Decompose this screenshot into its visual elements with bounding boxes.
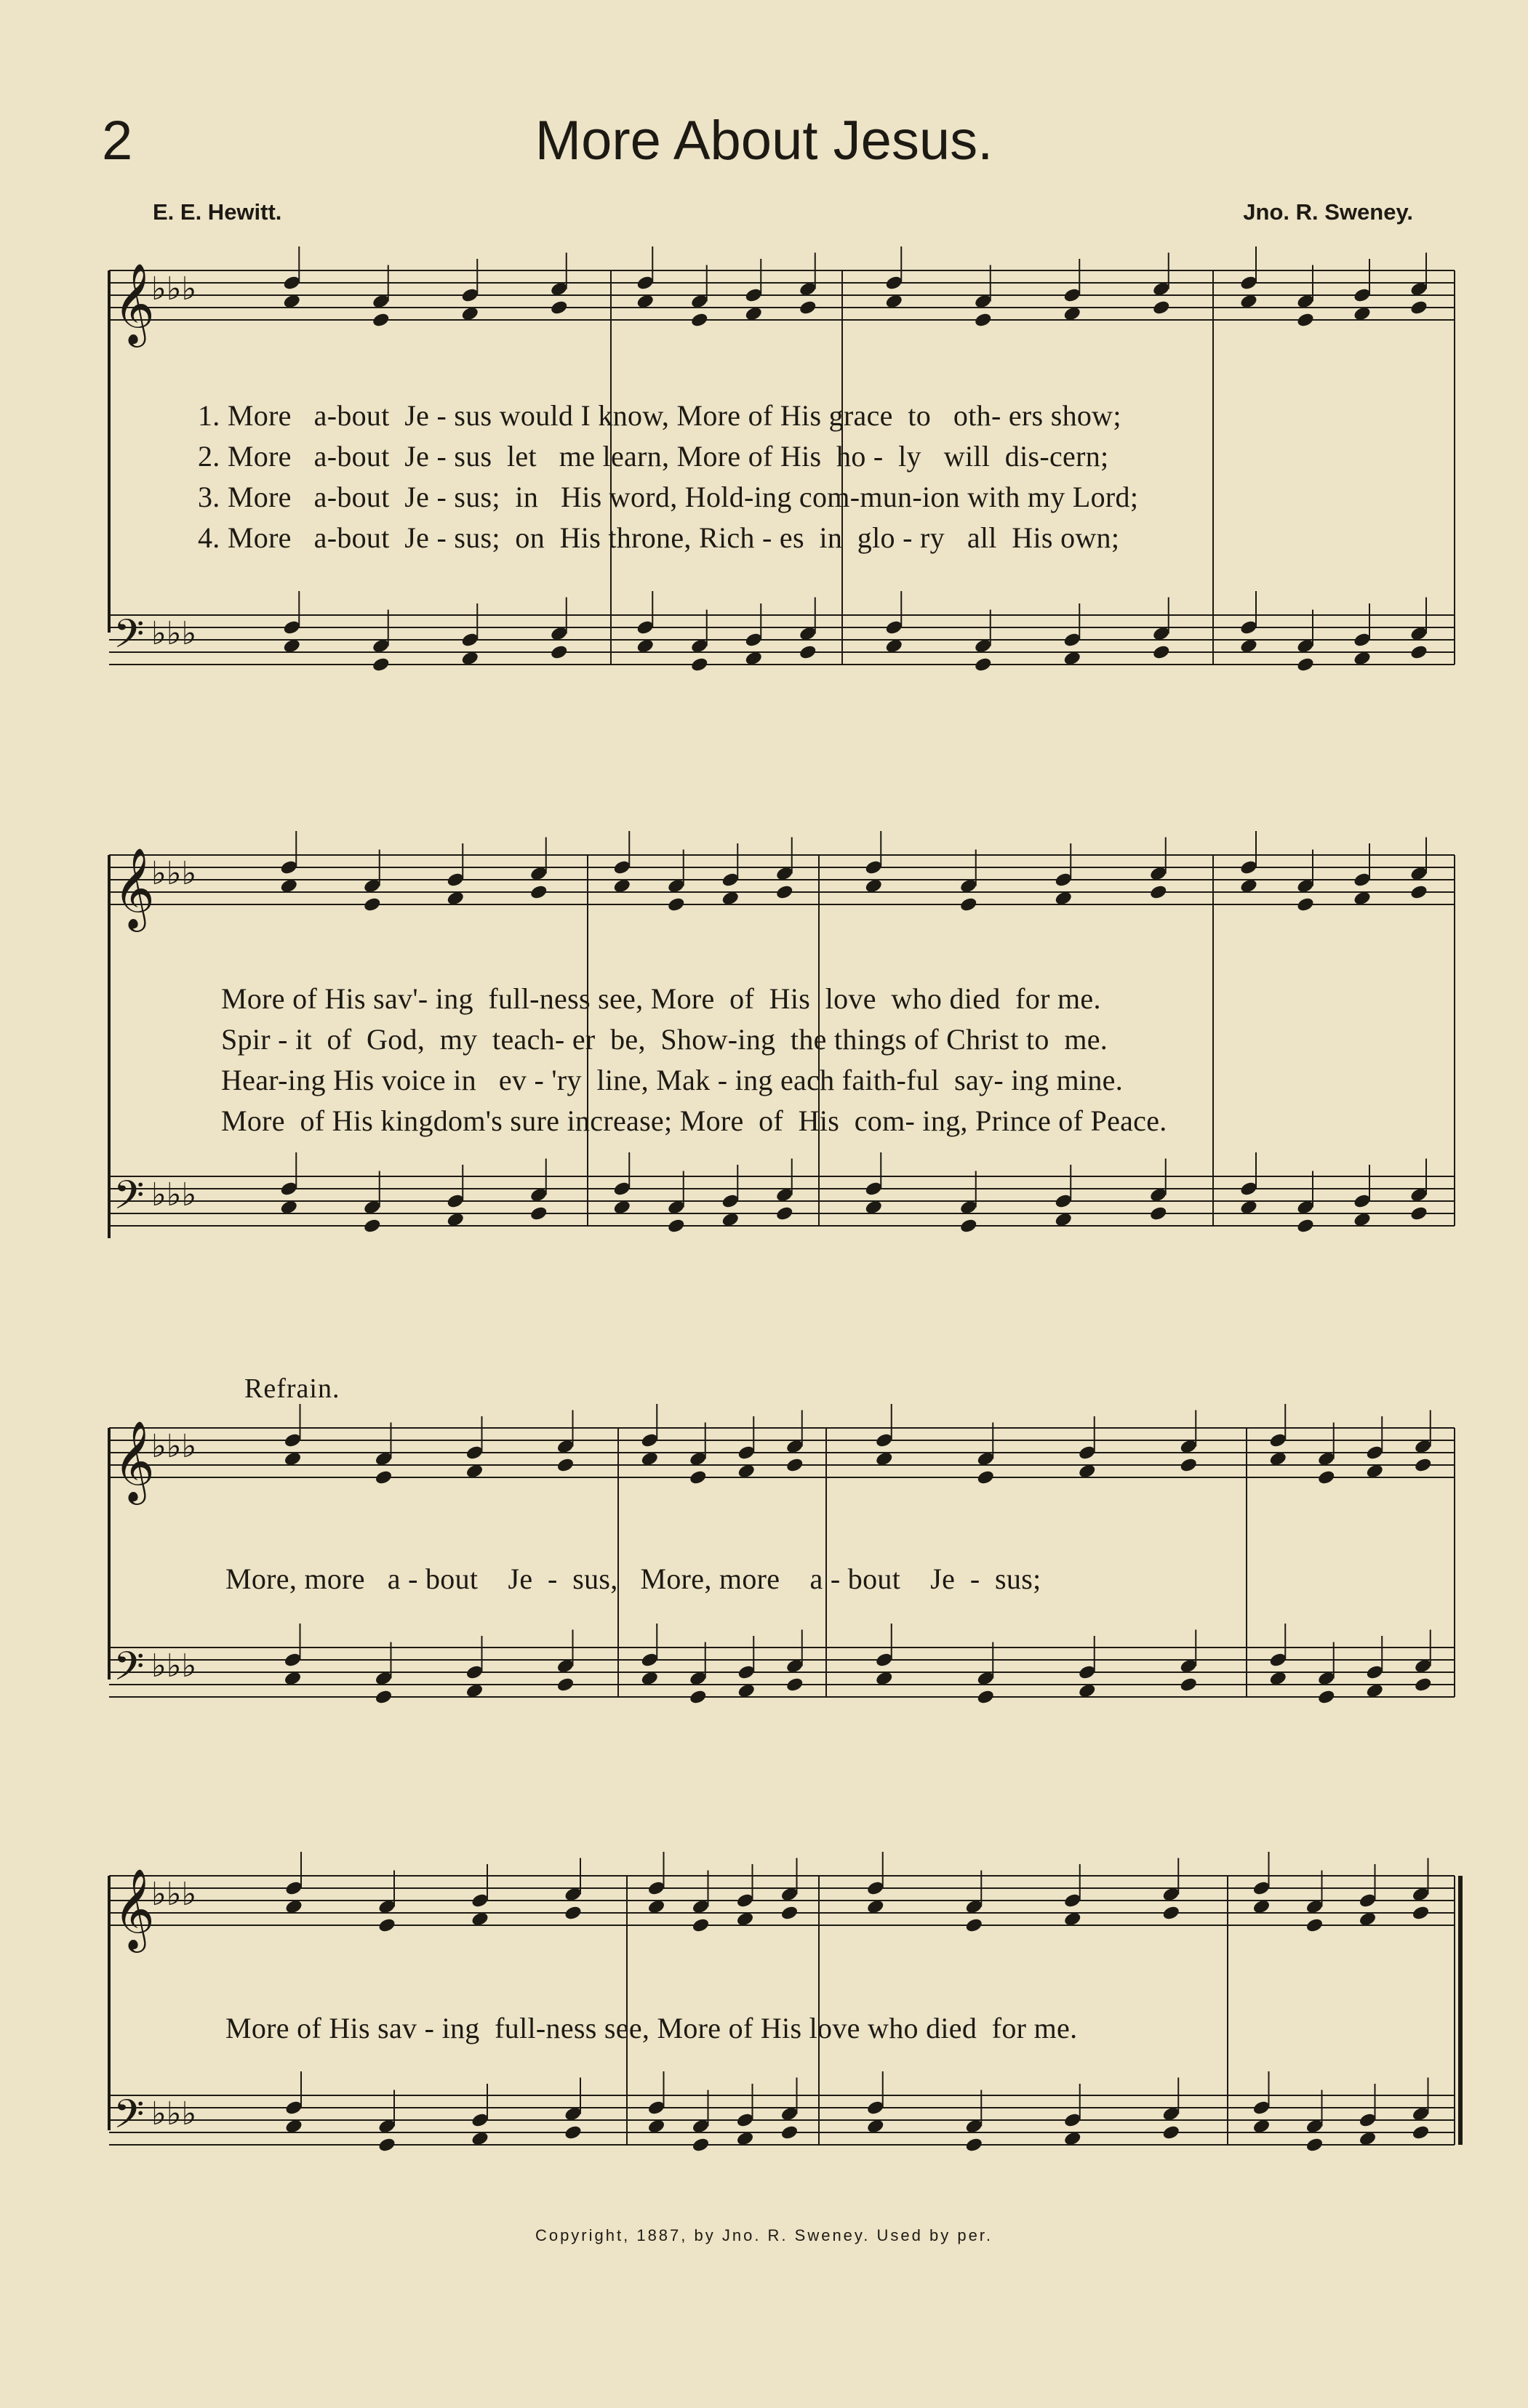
hymn-title: More About Jesus. (535, 110, 993, 172)
key-signature: ♭♭♭ (151, 1176, 197, 1213)
key-signature: ♭♭♭ (151, 270, 197, 308)
treble-clef: 𝄞 (113, 847, 155, 928)
key-signature: ♭♭♭ (151, 1876, 197, 1913)
key-signature: ♭♭♭ (151, 855, 197, 892)
verse-line: More of His sav'- ing full-ness see, More of His love who died for me. (221, 982, 1101, 1015)
refrain-label: Refrain. (244, 1373, 340, 1404)
refrain-lyric: More, more a - bout Je - sus, More, more a - bout Je - sus; (225, 1562, 1041, 1595)
verse-line: Hear-ing His voice in ev - 'ry line, Mak - ing each faith-ful say- ing mine. (221, 1064, 1124, 1096)
bass-clef: 𝄢 (113, 1172, 145, 1228)
bass-clef: 𝄢 (113, 611, 145, 667)
verse-line: More of His kingdom's sure increase; More of His com- ing, Prince of Peace. (221, 1104, 1167, 1137)
page-number: 2 (102, 110, 133, 172)
lyricist-credit: E. E. Hewitt. (153, 199, 282, 225)
treble-clef: 𝄞 (113, 262, 155, 344)
verse-line: Spir - it of God, my teach- er be, Show-ing the things of Christ to me. (221, 1023, 1108, 1056)
verse-line: 2. More a-bout Je - sus let me learn, More of His ho - ly will dis-cern; (198, 440, 1109, 473)
verse-line: 4. More a-bout Je - sus; on His throne, Rich - es in glo - ry all His own; (198, 521, 1120, 554)
composer-credit: Jno. R. Sweney. (1243, 199, 1413, 225)
copyright-notice: Copyright, 1887, by Jno. R. Sweney. Used by per. (535, 2226, 993, 2244)
key-signature: ♭♭♭ (151, 615, 197, 652)
bass-clef: 𝄢 (113, 2091, 145, 2147)
treble-clef: 𝄞 (113, 1420, 155, 1501)
key-signature: ♭♭♭ (151, 1648, 197, 1685)
key-signature: ♭♭♭ (151, 2095, 197, 2132)
refrain-lyric: More of His sav - ing full-ness see, More of His love who died for me. (225, 2012, 1078, 2044)
verse-line: 3. More a-bout Je - sus; in His word, Hold-ing com-mun-ion with my Lord; (198, 481, 1139, 513)
treble-clef: 𝄞 (113, 1868, 155, 1949)
bass-clef: 𝄢 (113, 1643, 145, 1699)
verse-line: 1. More a-bout Je - sus would I know, More of His grace to oth- ers show; (198, 399, 1121, 432)
key-signature: ♭♭♭ (151, 1428, 197, 1465)
